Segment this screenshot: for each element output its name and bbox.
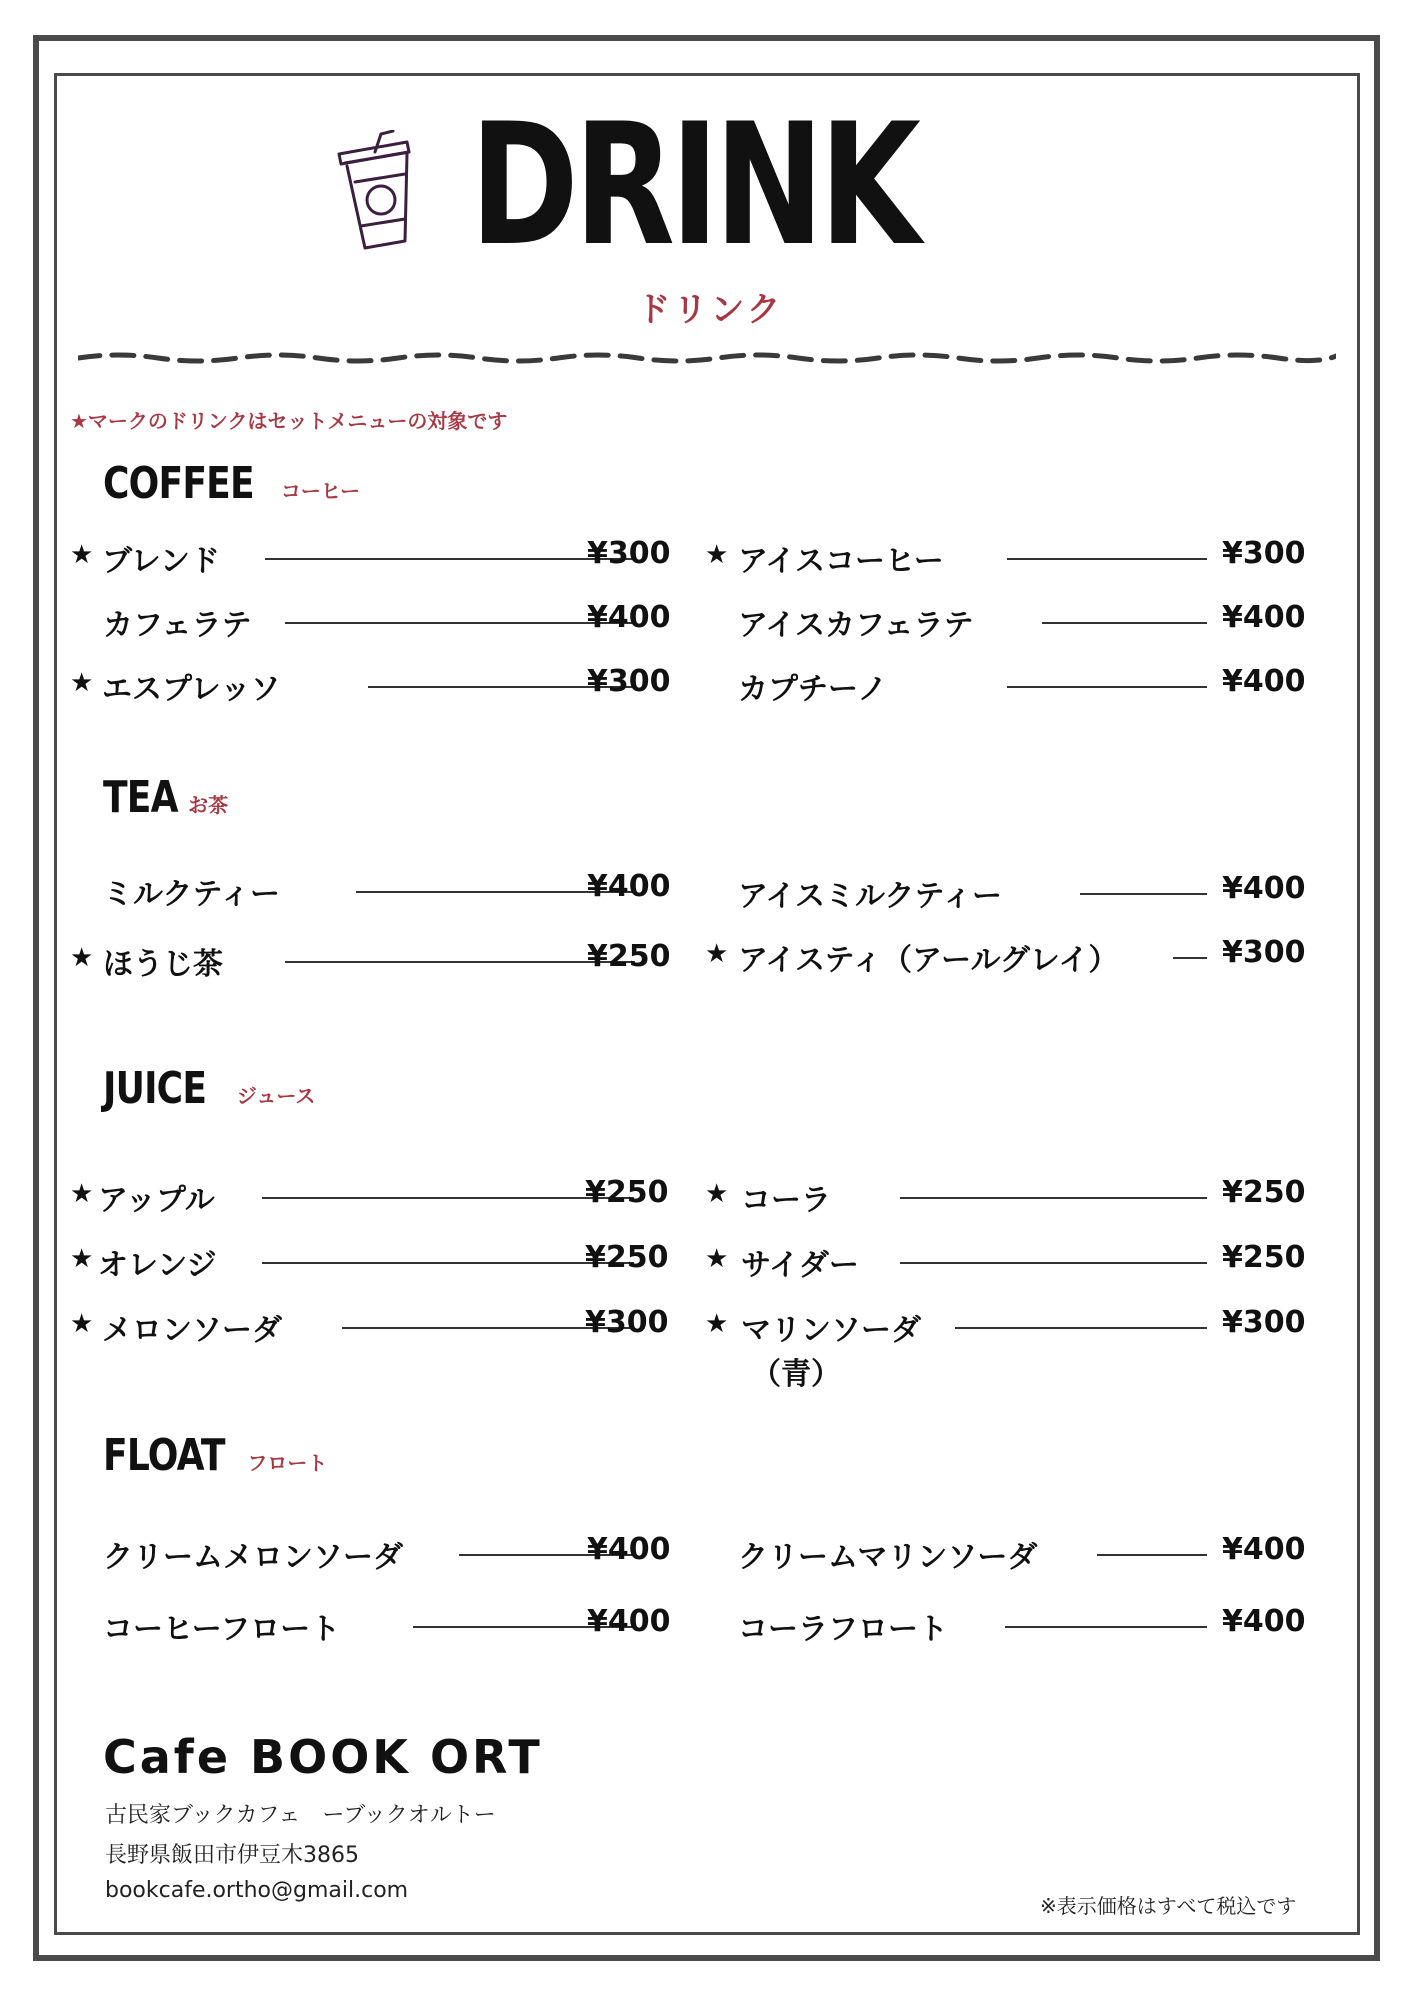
section-title-float: FLOAT xyxy=(103,1430,225,1481)
item-name: コーラ xyxy=(741,1183,831,1218)
set-star-icon: ★ xyxy=(70,1309,94,1339)
item-name: メロンソーダ xyxy=(102,1313,282,1348)
leader-line xyxy=(1005,1626,1207,1628)
menu-item xyxy=(705,1305,1306,1392)
item-name: カフェラテ xyxy=(103,608,252,643)
menu-item xyxy=(705,538,1305,578)
leader-line xyxy=(1007,558,1207,560)
menu-item xyxy=(705,1177,1305,1217)
page-title: DRINK xyxy=(470,87,917,283)
menu-item xyxy=(705,937,1305,977)
item-name: アイスカフェラテ xyxy=(738,608,974,643)
section-title-tea: TEA xyxy=(103,772,178,823)
menu-item xyxy=(70,538,670,578)
leader-line xyxy=(285,961,635,963)
item-name: アイスミルクティー xyxy=(738,879,1002,914)
item-price: ¥400 xyxy=(1222,600,1306,635)
item-name: アイスティ（アールグレイ） xyxy=(738,943,1119,978)
menu-item xyxy=(705,1242,1305,1282)
menu-item xyxy=(70,1606,670,1646)
section-subtitle-coffee: コーヒー xyxy=(280,479,361,503)
menu-item xyxy=(70,1534,670,1574)
item-price: ¥400 xyxy=(1222,871,1306,906)
item-name: コーヒーフロート xyxy=(103,1612,341,1647)
item-price: ¥250 xyxy=(585,1240,669,1275)
item-price: ¥300 xyxy=(1222,935,1306,970)
leader-line xyxy=(1007,686,1207,688)
item-price: ¥400 xyxy=(587,600,671,635)
item-price: ¥300 xyxy=(1222,536,1306,571)
leader-line xyxy=(285,622,635,624)
item-price: ¥400 xyxy=(587,869,671,904)
leader-line xyxy=(262,1197,634,1199)
set-star-icon: ★ xyxy=(70,943,94,973)
set-star-icon: ★ xyxy=(705,1244,729,1274)
item-name: アップル xyxy=(98,1183,215,1218)
set-star-icon: ★ xyxy=(70,1244,94,1274)
menu-item xyxy=(70,1177,670,1217)
set-star-icon: ★ xyxy=(705,540,729,570)
set-star-icon: ★ xyxy=(70,668,94,698)
item-name: エスプレッソ xyxy=(102,672,281,707)
item-price: ¥300 xyxy=(587,664,671,699)
item-name: ブレンド xyxy=(102,544,221,579)
shop-subname: 古民家ブックカフェ ーブックオルトー xyxy=(105,1803,496,1828)
item-price: ¥250 xyxy=(585,1175,669,1210)
tax-note: ※表示価格はすべて税込です xyxy=(1040,1894,1297,1918)
set-star-icon: ★ xyxy=(70,1179,94,1209)
menu-item xyxy=(70,1307,670,1347)
leader-line xyxy=(900,1197,1207,1199)
item-price: ¥400 xyxy=(1222,1532,1306,1567)
item-name: ほうじ茶 xyxy=(103,947,223,982)
item-price: ¥400 xyxy=(587,1604,671,1639)
section-subtitle-tea: お茶 xyxy=(188,793,229,817)
set-star-icon: ★ xyxy=(705,1179,729,1209)
menu-item xyxy=(705,873,1305,913)
set-star-icon: ★ xyxy=(705,1309,729,1339)
item-name: クリームメロンソーダ xyxy=(103,1540,403,1575)
item-price: ¥400 xyxy=(1222,1604,1306,1639)
leader-line xyxy=(1042,622,1207,624)
leader-line xyxy=(1173,957,1207,959)
shop-email: bookcafe.ortho@gmail.com xyxy=(105,1878,409,1903)
menu-item xyxy=(70,941,670,981)
item-name: クリームマリンソーダ xyxy=(738,1540,1038,1575)
leader-line xyxy=(262,1262,634,1264)
wavy-divider xyxy=(78,348,1336,368)
item-name: オレンジ xyxy=(98,1248,217,1283)
item-price: ¥250 xyxy=(1222,1240,1306,1275)
menu-item xyxy=(70,871,670,911)
leader-line xyxy=(1080,893,1207,895)
item-price: ¥300 xyxy=(1222,1305,1306,1340)
shop-address: 長野県飯田市伊豆木3865 xyxy=(105,1843,359,1868)
item-price: ¥400 xyxy=(1222,664,1306,699)
item-name: ミルクティー xyxy=(103,877,280,912)
section-header-juice xyxy=(103,1063,315,1114)
menu-item xyxy=(70,602,670,642)
item-price: ¥250 xyxy=(1222,1175,1306,1210)
item-name-note: （青） xyxy=(751,1357,841,1392)
drink-cup-icon xyxy=(335,130,425,260)
menu-item xyxy=(705,602,1305,642)
item-name: アイスコーヒー xyxy=(738,544,944,579)
section-subtitle-juice: ジュース xyxy=(236,1084,316,1108)
section-title-juice: JUICE xyxy=(103,1063,207,1114)
section-header-coffee xyxy=(103,458,360,509)
section-title-coffee: COFFEE xyxy=(103,458,254,509)
section-header-tea xyxy=(103,772,228,823)
item-price: ¥250 xyxy=(587,939,671,974)
item-name: マリンソーダ xyxy=(741,1313,921,1348)
set-star-icon: ★ xyxy=(705,939,729,969)
set-menu-notice: ★マークのドリンクはセットメニューの対象です xyxy=(70,409,508,433)
menu-item xyxy=(705,666,1305,706)
set-star-icon: ★ xyxy=(70,540,94,570)
shop-name: Cafe BOOK ORT xyxy=(103,1730,543,1784)
menu-item xyxy=(705,1534,1305,1574)
item-price: ¥400 xyxy=(587,1532,671,1567)
section-header-float xyxy=(103,1430,327,1481)
page-subtitle: ドリンク xyxy=(636,290,784,330)
item-price: ¥300 xyxy=(587,536,671,571)
item-price: ¥300 xyxy=(585,1305,669,1340)
item-name: サイダー xyxy=(741,1248,859,1283)
leader-line xyxy=(265,558,635,560)
item-name: カプチーノ xyxy=(738,672,888,707)
menu-item xyxy=(705,1606,1305,1646)
leader-line xyxy=(955,1327,1207,1329)
item-name: コーラフロート xyxy=(738,1612,948,1647)
menu-item xyxy=(70,666,670,706)
section-subtitle-float: フロート xyxy=(247,1451,328,1475)
leader-line xyxy=(1097,1554,1207,1556)
menu-item xyxy=(70,1242,670,1282)
leader-line xyxy=(900,1262,1207,1264)
